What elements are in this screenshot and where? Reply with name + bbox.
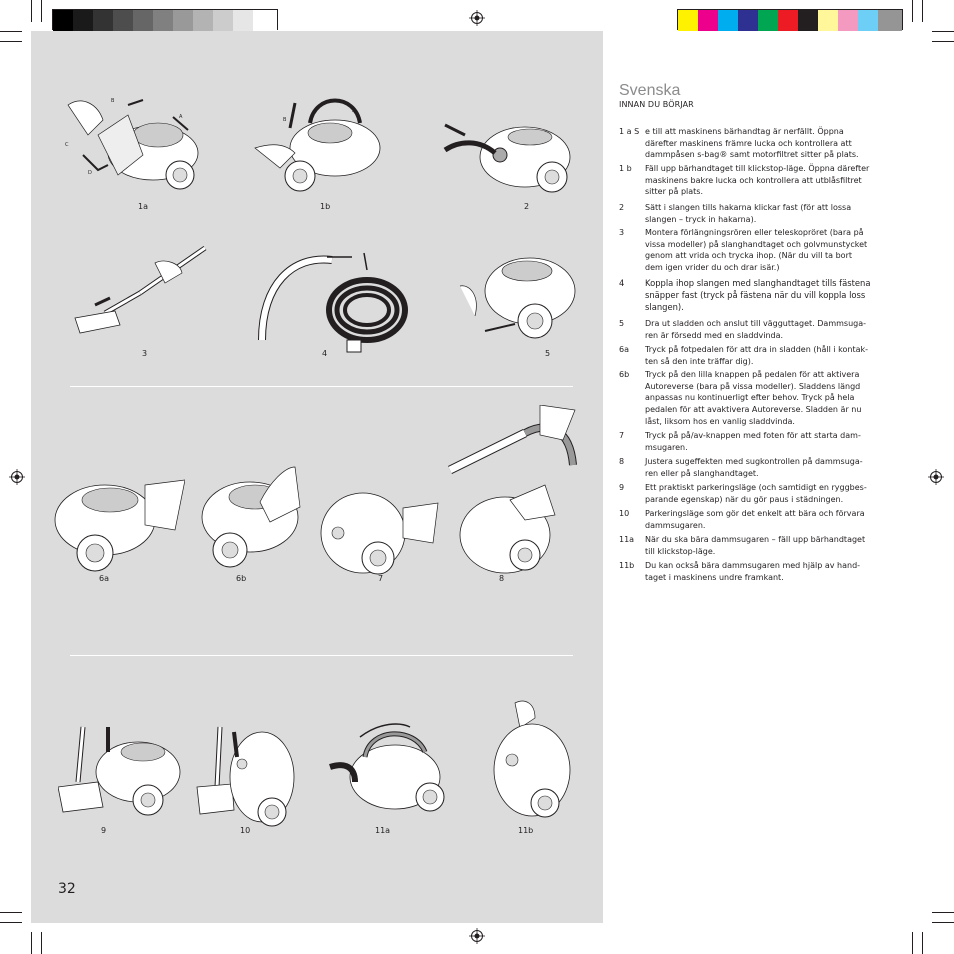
step-number: 10 [619, 509, 630, 518]
color-swatch [818, 10, 838, 31]
step-text: Sätt i slangen tills hakarna klickar fast (för att lossa slangen – tryck in hakarna). [645, 203, 852, 224]
page-number: 32 [58, 881, 76, 897]
gray-swatch [233, 10, 253, 31]
gray-swatch [253, 10, 277, 31]
color-swatch [878, 10, 902, 31]
figure-label: 6a [99, 574, 109, 583]
gray-swatch [53, 10, 73, 31]
step-number: 5 [619, 319, 625, 328]
figure-letter: A [179, 114, 183, 120]
gray-swatch [153, 10, 173, 31]
figure-label: 9 [101, 826, 107, 835]
figure-label: 2 [524, 202, 530, 211]
step-text: Du kan också bära dammsugaren med hjälp av hand-taget i maskinens undre framkant. [645, 561, 861, 582]
step-number: 1 b [619, 164, 632, 173]
carry-bottom-handle-illustration [490, 698, 575, 823]
step-number: 6a [619, 345, 629, 354]
step-number: 11b [619, 561, 635, 570]
vacuum-front-open-illustration [58, 95, 203, 200]
step-text: Tryck på på/av-knappen med foten för att starta dam-msugaren. [645, 431, 861, 452]
step-number: 7 [619, 431, 625, 440]
registration-mark-icon [469, 10, 485, 26]
figure-label: 1b [320, 202, 331, 211]
pedal-cord-rewind-illustration [50, 475, 185, 575]
hose-handle-connect-illustration [252, 245, 412, 355]
figure-letter: D [88, 170, 92, 176]
cord-plug-illustration [455, 246, 580, 351]
step-text: Montera förlängningsrören eller teleskopröret (bara på vissa modeller) på slanghandtaget och golvmunstycket genom att vrida och trycka ihop. (När du vill ta bort dem igen vrider du och drar isär.) [645, 228, 868, 273]
gray-swatch [73, 10, 93, 31]
step-number: 6b [619, 370, 630, 379]
color-swatch [738, 10, 758, 31]
section-divider [70, 386, 573, 387]
color-swatch [678, 10, 698, 31]
color-swatch [778, 10, 798, 31]
color-swatch [858, 10, 878, 31]
color-swatch [698, 10, 718, 31]
storage-position-illustration [192, 722, 302, 827]
step-number: 1 a S [619, 127, 640, 136]
figure-letter: B [111, 98, 115, 104]
step-text: Parkeringsläge som gör det enkelt att bära och förvara dammsugaren. [645, 509, 865, 530]
step-number: 8 [619, 457, 625, 466]
step-text: Justera sugeffekten med sugkontrollen på dammsuga-ren eller på slanghandtaget. [645, 457, 863, 478]
figure-label: 1a [138, 202, 148, 211]
gray-swatch [193, 10, 213, 31]
step-text: e till att maskinens bärhandtag är nerfällt. Öppna därefter maskinens främre lucka och kontrollera att dammpåsen s-bag® samt motorfiltret sitter på plats. [645, 127, 859, 160]
step-number: 3 [619, 228, 625, 237]
gray-calibration-bar [52, 9, 278, 30]
carry-handle-illustration [320, 722, 450, 822]
color-swatch [838, 10, 858, 31]
color-swatch [718, 10, 738, 31]
figure-label: 11a [375, 826, 391, 835]
color-swatch [798, 10, 818, 31]
figure-label: 5 [545, 349, 551, 358]
step-text: Fäll upp bärhandtaget till klickstop-läge. Öppna därefter maskinens bakre lucka och kontrollera att utblåsfiltret sitter på plats. [645, 164, 870, 197]
figure-label: 4 [322, 349, 328, 358]
step-text: Tryck på fotpedalen för att dra in sladden (håll i kontak-ten så den inte träffar dig). [645, 345, 869, 366]
suction-control-illustration [445, 405, 580, 575]
figure-letter: C [65, 142, 69, 148]
figure-label: 8 [499, 574, 505, 583]
step-text: Koppla ihop slangen med slanghandtaget tills fästena snäpper fast (tryck på fästena när du vill koppla loss slangen). [645, 278, 871, 313]
gray-swatch [173, 10, 193, 31]
vacuum-rear-open-illustration [250, 88, 390, 198]
step-number: 11a [619, 535, 635, 544]
power-button-illustration [318, 488, 443, 578]
step-number: 2 [619, 203, 625, 212]
gray-swatch [113, 10, 133, 31]
registration-mark-icon [469, 928, 485, 944]
figure-letter: A [352, 108, 356, 114]
registration-mark-icon [9, 469, 25, 485]
step-number: 9 [619, 483, 625, 492]
section-heading: INNAN DU BÖRJAR [619, 100, 694, 109]
section-divider [70, 655, 573, 656]
gray-swatch [133, 10, 153, 31]
step-text: Dra ut sladden och anslut till vägguttaget. Dammsuga-ren är försedd med en sladdvinda. [645, 319, 867, 340]
parking-position-illustration [58, 722, 188, 822]
autoreverse-button-illustration [200, 462, 310, 572]
gray-swatch [213, 10, 233, 31]
color-swatch [758, 10, 778, 31]
telescopic-tube-illustration [70, 243, 215, 343]
step-number: 4 [619, 278, 625, 288]
registration-mark-icon [928, 469, 944, 485]
figure-label: 7 [378, 574, 384, 583]
step-text: Ett praktiskt parkeringsläge (och samtidigt en ryggbes-parande egenskap) när du gör paus i städningen. [645, 483, 867, 504]
figure-label: 6b [236, 574, 247, 583]
language-title: Svenska [619, 82, 681, 99]
color-calibration-bar [677, 9, 903, 30]
figure-label: 10 [240, 826, 251, 835]
step-text: När du ska bära dammsugaren – fäll upp bärhandtaget till klickstop-läge. [645, 535, 866, 556]
hose-insert-illustration [440, 115, 575, 200]
step-text: Tryck på den lilla knappen på pedalen för att aktivera Autoreverse (bara på vissa modeller). Sladdens längd anpassas nu kontinuerligt efter behov. Tryck på hela pedalen för att avaktivera Autoreverse. Sladden är nu låst, liksom hos en vanlig sladdvinda. [645, 370, 862, 426]
figure-label: 3 [142, 349, 148, 358]
figure-label: 11b [518, 826, 534, 835]
figure-letter: B [283, 117, 287, 123]
gray-swatch [93, 10, 113, 31]
